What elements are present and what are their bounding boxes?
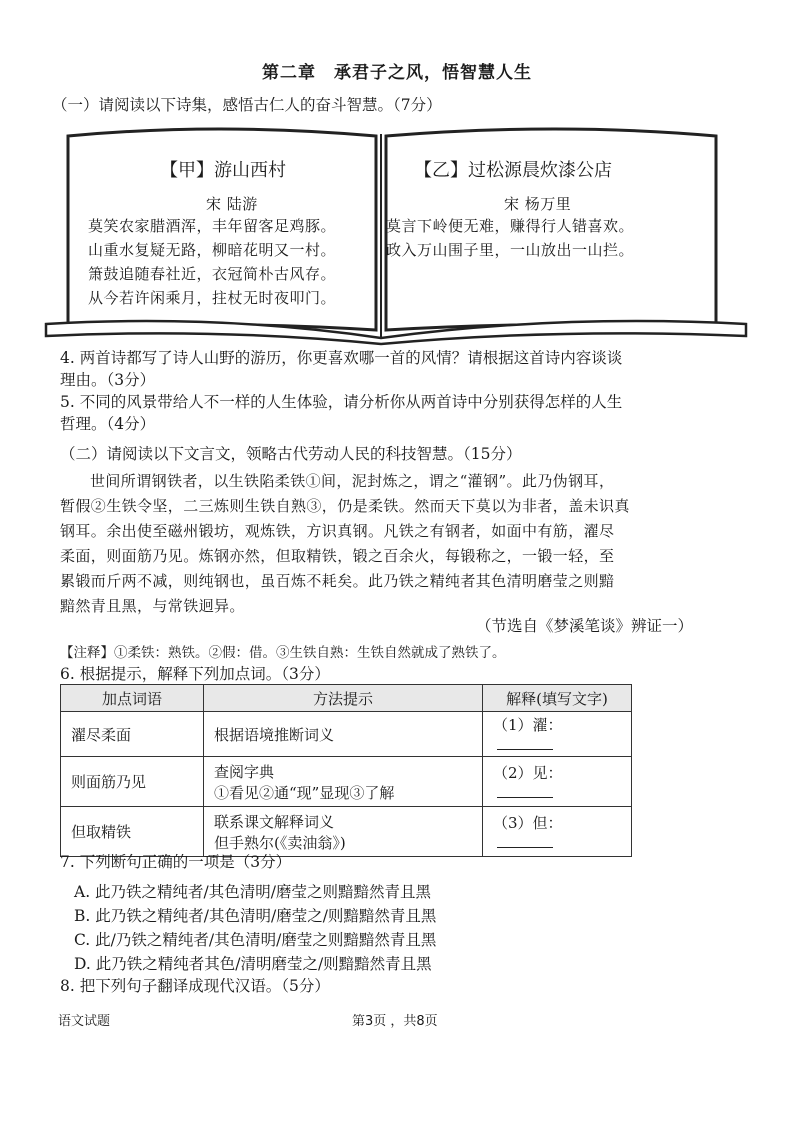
footer-subject: 语文试题 <box>58 1014 111 1029</box>
passage-line: 钢耳。余出使至磁州锻坊，观炼铁，方识真钢。凡铁之有钢者，如面中有筋，濯尽 <box>60 522 615 540</box>
passage-line: 世间所谓钢铁者，以生铁陷柔铁①间，泥封炼之，谓之“灌钢”。此乃伪钢耳， <box>90 472 615 490</box>
question-5: 5. 不同的风景带给人不一样的人生体验，请分析你从两首诗中分别获得怎样的人生 <box>60 393 623 411</box>
option-c: C. 此/乃铁之精纯者/其色清明/磨莹之则黯黯然青且黑 <box>74 931 437 949</box>
table-row <box>61 712 632 757</box>
answer-blank <box>497 833 553 848</box>
answer-label: （2）见： <box>493 763 563 782</box>
table-row <box>61 757 632 807</box>
passage-line: 黯然青且黑，与常铁迥异。 <box>60 597 245 615</box>
poem-b-line: 政入万山围子里，一山放出一山拦。 <box>386 241 635 259</box>
poem-a-line: 从今若许闲乘月，拄杖无时夜叩门。 <box>88 289 337 307</box>
answer-blank <box>497 735 553 750</box>
poem-b-author: 宋 杨万里 <box>504 195 572 213</box>
option-b: B. 此乃铁之精纯者/其色清明/磨莹之/则黯黯然青且黑 <box>74 907 437 925</box>
poem-a-line: 山重水复疑无路，柳暗花明又一村。 <box>88 241 337 259</box>
footer-page-number: 第3页 ，共8页 <box>352 1014 438 1029</box>
poem-b-line: 莫言下岭便无难，赚得行人错喜欢。 <box>386 217 635 235</box>
poem-a-line: 莫笑农家腊酒浑，丰年留客足鸡豚。 <box>88 217 337 235</box>
question-5-cont: 哲理。（4分） <box>60 415 156 433</box>
poem-b-title: 【乙】过松源晨炊漆公店 <box>414 160 612 181</box>
section1-heading: （一）请阅读以下诗集，感悟古仁人的奋斗智慧。（7分） <box>52 96 442 114</box>
term-cell: 濯尽柔面 <box>61 712 204 757</box>
hint-cell <box>204 807 483 857</box>
hint-line: 联系课文解释词义 <box>214 812 335 831</box>
question-7: 7. 下列断句正确的一项是（3分） <box>60 853 292 871</box>
section2-heading: （二）请阅读以下文言文，领略古代劳动人民的科技智慧。（15分） <box>60 445 522 463</box>
term-cell: 则面筋乃见 <box>61 757 204 807</box>
hint-cell <box>204 757 483 807</box>
answer-cell <box>483 712 632 757</box>
poem-a-line: 箫鼓追随春社近，衣冠简朴古风存。 <box>88 265 337 283</box>
question-4: 4. 两首诗都写了诗人山野的游历，你更喜欢哪一首的风情？请根据这首诗内容谈谈 <box>60 349 623 367</box>
answer-cell <box>483 807 632 857</box>
passage-line: 柔面，则面筋乃见。炼钢亦然，但取精铁，锻之百余火，每锻称之，一锻一轻，至 <box>60 547 615 565</box>
answer-label: （1）濯： <box>493 716 563 734</box>
passage-source: （节选自《梦溪笔谈》辨证一） <box>476 617 694 635</box>
hint-cell: 根据语境推断词义 <box>204 712 483 757</box>
hint-line: 但手熟尔(《卖油翁》) <box>214 833 346 852</box>
passage-line: 暂假②生铁令坚，二三炼则生铁自熟③，仍是柔铁。然而天下莫以为非者，盖未识真 <box>60 497 630 515</box>
page-title: 第二章 承君子之风，悟智慧人生 <box>262 63 532 83</box>
question-8: 8. 把下列句子翻译成现代汉语。（5分） <box>60 977 330 995</box>
hint-line: 查阅字典 <box>214 762 275 781</box>
table-header: 方法提示 <box>204 685 483 712</box>
annotation: 【注释】①柔铁：熟铁。②假：借。③生铁自熟：生铁自然就成了熟铁了。 <box>60 645 506 661</box>
poem-a-title: 【甲】游山西村 <box>160 160 286 181</box>
option-d: D. 此乃铁之精纯者其色/清明磨莹之/则黯黯然青且黑 <box>74 955 432 973</box>
question-6: 6. 根据提示，解释下列加点词。（3分） <box>60 665 330 683</box>
passage-line: 累锻而斤两不减，则纯钢也，虽百炼不耗矣。此乃铁之精纯者其色清明磨莹之则黯 <box>60 572 615 590</box>
answer-label: （3）但： <box>493 813 563 832</box>
table-header: 解释(填写文字) <box>483 685 632 712</box>
question-4-cont: 理由。（3分） <box>60 371 156 389</box>
poem-a-author: 宋 陆游 <box>206 195 258 213</box>
question-6-table <box>60 684 632 857</box>
hint-line: ①看见②通“现”显现③了解 <box>214 783 395 802</box>
answer-cell <box>483 757 632 807</box>
option-a: A. 此乃铁之精纯者/其色清明/磨莹之则黯黯然青且黑 <box>74 883 431 901</box>
answer-blank <box>497 783 553 798</box>
term-cell: 但取精铁 <box>61 807 204 857</box>
table-row <box>61 807 632 857</box>
table-header: 加点词语 <box>61 685 204 712</box>
